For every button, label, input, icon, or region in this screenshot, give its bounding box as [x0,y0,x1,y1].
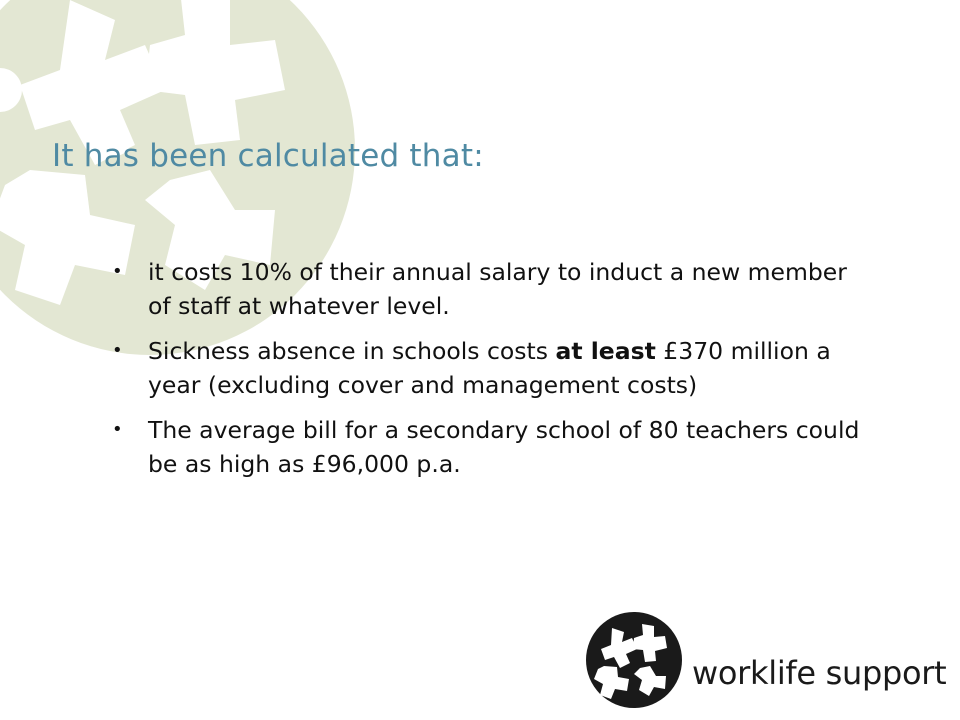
bullet-dot: • [112,261,123,282]
logo-text: worklife support [692,654,947,692]
bullet-item-average-bill [108,413,868,481]
bullet-text-before: Sickness absence in schools costs [148,337,556,365]
bullet-item-sickness-absence [108,334,868,402]
bullet-text-after: £370 million a year (excluding cover and management costs) [148,337,831,399]
bullet-item-induction-cost [108,255,868,323]
bullet-text: The average bill for a secondary school of 80 teachers could be as high as £96,000 p.a. [148,416,860,478]
logo-emblem-icon [584,610,684,710]
bullet-dot: • [112,340,123,361]
bullet-list [108,255,868,492]
worklife-support-logo [584,610,954,710]
bullet-text: it costs 10% of their annual salary to induct a new member of staff at whatever level. [148,258,847,320]
bullet-text-emphasis: at least [555,337,656,365]
bullet-dot: • [112,419,123,440]
slide-title: It has been calculated that: [52,138,484,174]
